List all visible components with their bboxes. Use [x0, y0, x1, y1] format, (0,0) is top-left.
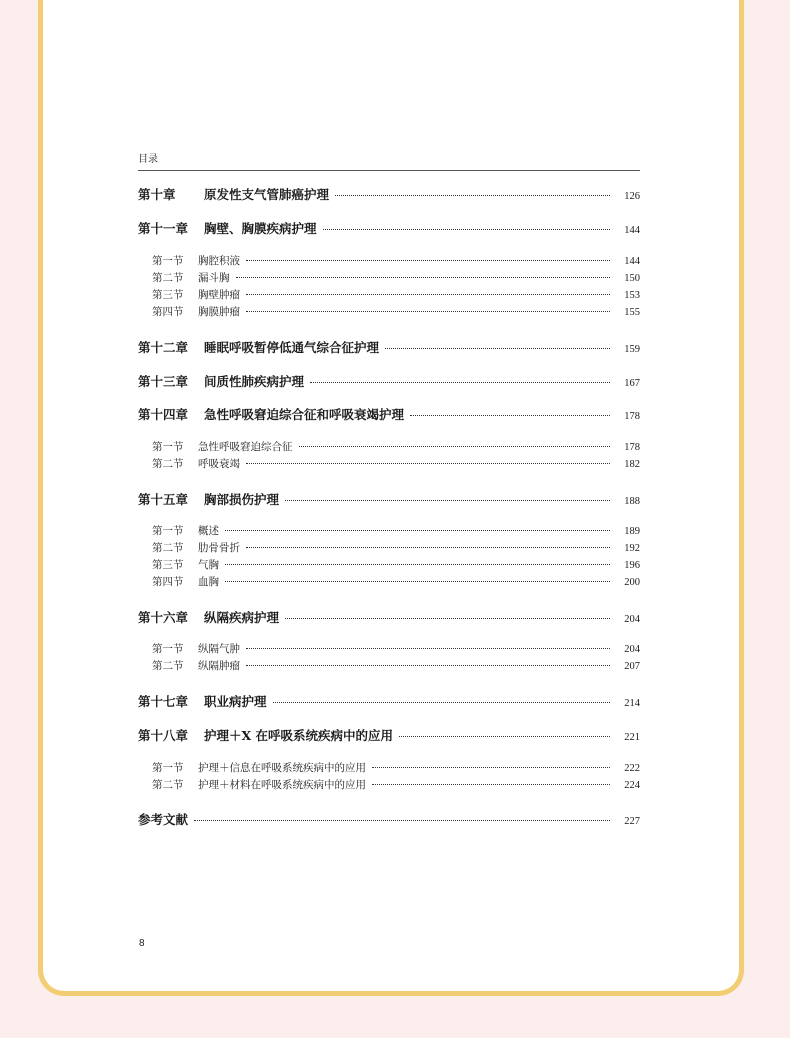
chapter-title: 参考文献 [138, 812, 189, 827]
toc-page-number: 227 [624, 816, 640, 827]
section-title: 胸壁肿瘤 [198, 289, 240, 301]
toc-section-row[interactable] [138, 557, 640, 572]
chapter-title: 急性呼吸窘迫综合征和呼吸衰竭护理 [204, 407, 405, 422]
chapter-number: 第十一章 [138, 221, 189, 236]
section-number: 第三节 [152, 289, 184, 301]
toc-section-row[interactable] [138, 658, 640, 673]
toc-chapter-row[interactable] [138, 810, 640, 828]
chapter-number: 第十六章 [138, 610, 189, 625]
chapter-number: 第十五章 [138, 492, 189, 507]
dot-leader [225, 581, 610, 582]
dot-leader [335, 195, 610, 196]
section-title: 肋骨骨折 [198, 542, 240, 554]
toc-page-number: 153 [624, 290, 640, 301]
dot-leader [323, 229, 610, 230]
toc-section-row[interactable] [138, 760, 640, 775]
toc-page-number: 150 [624, 273, 640, 284]
section-title: 气胸 [198, 559, 219, 571]
toc-section-row[interactable] [138, 253, 640, 268]
dot-leader [246, 665, 610, 666]
toc-section-row[interactable] [138, 456, 640, 471]
toc-section-row[interactable] [138, 304, 640, 319]
dot-leader [285, 618, 610, 619]
chapter-title: 胸壁、胸膜疾病护理 [204, 221, 317, 236]
toc-page-number: 144 [624, 225, 640, 236]
section-number: 第四节 [152, 306, 184, 318]
dot-leader [285, 500, 610, 501]
dot-leader [236, 277, 611, 278]
toc-page-number: 178 [624, 442, 640, 453]
chapter-number: 第十七章 [138, 694, 189, 709]
dot-leader [372, 784, 610, 785]
section-title: 护理＋材料在呼吸系统疾病中的应用 [198, 779, 366, 791]
section-number: 第四节 [152, 576, 184, 588]
section-title: 漏斗胸 [198, 272, 230, 284]
dot-leader [246, 463, 610, 464]
chapter-number: 第十章 [138, 187, 176, 202]
section-title: 胸腔积液 [198, 255, 240, 267]
toc-section-row[interactable] [138, 523, 640, 538]
toc-section-row[interactable] [138, 270, 640, 285]
section-title: 概述 [198, 525, 219, 537]
dot-leader [246, 547, 610, 548]
toc-section-row[interactable] [138, 287, 640, 302]
toc-chapter-row[interactable] [138, 405, 640, 423]
dot-leader [246, 648, 610, 649]
section-number: 第一节 [152, 525, 184, 537]
section-title: 血胸 [198, 576, 219, 588]
chapter-title: 原发性支气管肺癌护理 [204, 187, 330, 202]
toc-section-row[interactable] [138, 540, 640, 555]
dot-leader [246, 294, 610, 295]
section-title: 呼吸衰竭 [198, 458, 240, 470]
section-number: 第二节 [152, 660, 184, 672]
toc-chapter-row[interactable] [138, 372, 640, 390]
toc-page-number: 178 [624, 411, 640, 422]
section-title: 胸膜肿瘤 [198, 306, 240, 318]
toc-page-number: 188 [624, 496, 640, 507]
section-title: 急性呼吸窘迫综合征 [198, 441, 293, 453]
section-number: 第二节 [152, 458, 184, 470]
dot-leader [194, 820, 610, 821]
dot-leader [246, 260, 610, 261]
toc-page-number: 189 [624, 526, 640, 537]
toc-chapter-row[interactable] [138, 490, 640, 508]
toc-chapter-row[interactable] [138, 338, 640, 356]
dot-leader [410, 415, 610, 416]
chapter-number: 第十八章 [138, 728, 189, 743]
page-number: 8 [139, 938, 145, 949]
toc-page-number: 207 [624, 661, 640, 672]
running-header: 目录 [138, 154, 640, 171]
toc-page-number: 224 [624, 780, 640, 791]
toc-section-row[interactable] [138, 439, 640, 454]
section-number: 第一节 [152, 255, 184, 267]
toc-chapter-row[interactable] [138, 726, 640, 744]
dot-leader [299, 446, 611, 447]
toc-page-number: 155 [624, 307, 640, 318]
chapter-title: 胸部损伤护理 [204, 492, 280, 507]
toc-section-row[interactable] [138, 574, 640, 589]
dot-leader [385, 348, 610, 349]
chapter-number: 第十二章 [138, 340, 189, 355]
toc-chapter-row[interactable] [138, 185, 640, 203]
section-title: 护理＋信息在呼吸系统疾病中的应用 [198, 762, 366, 774]
chapter-title: 职业病护理 [204, 694, 267, 709]
dot-leader [372, 767, 610, 768]
section-number: 第一节 [152, 441, 184, 453]
toc-section-row[interactable] [138, 777, 640, 792]
dot-leader [310, 382, 610, 383]
toc-chapter-row[interactable] [138, 219, 640, 237]
dot-leader [225, 530, 610, 531]
dot-leader [399, 736, 610, 737]
toc-chapter-row[interactable] [138, 608, 640, 626]
chapter-number: 第十三章 [138, 374, 189, 389]
chapter-title: 睡眠呼吸暂停低通气综合征护理 [204, 340, 380, 355]
section-title: 纵隔肿瘤 [198, 660, 240, 672]
toc-page-number: 182 [624, 459, 640, 470]
section-number: 第三节 [152, 559, 184, 571]
toc-page-number: 214 [624, 698, 640, 709]
section-number: 第一节 [152, 643, 184, 655]
toc-section-row[interactable] [138, 641, 640, 656]
chapter-title: 护理＋X 在呼吸系统疾病中的应用 [204, 728, 394, 743]
toc-page-number: 167 [624, 378, 640, 389]
toc-page-number: 159 [624, 344, 640, 355]
toc-page-number: 221 [624, 732, 640, 743]
dot-leader [246, 311, 610, 312]
toc-page-number: 192 [624, 543, 640, 554]
section-number: 第一节 [152, 762, 184, 774]
section-number: 第二节 [152, 272, 184, 284]
toc-page-number: 126 [624, 191, 640, 202]
toc-page-number: 222 [624, 763, 640, 774]
toc-page-number: 144 [624, 256, 640, 267]
chapter-title: 间质性肺疾病护理 [204, 374, 305, 389]
toc-chapter-row[interactable] [138, 692, 640, 710]
toc-page-number: 204 [624, 614, 640, 625]
section-title: 纵隔气肿 [198, 643, 240, 655]
toc-page-number: 196 [624, 560, 640, 571]
chapter-number: 第十四章 [138, 407, 189, 422]
chapter-title: 纵隔疾病护理 [204, 610, 280, 625]
section-number: 第二节 [152, 779, 184, 791]
toc-page-number: 204 [624, 644, 640, 655]
dot-leader [225, 564, 610, 565]
dot-leader [273, 702, 610, 703]
section-number: 第二节 [152, 542, 184, 554]
toc-page-number: 200 [624, 577, 640, 588]
